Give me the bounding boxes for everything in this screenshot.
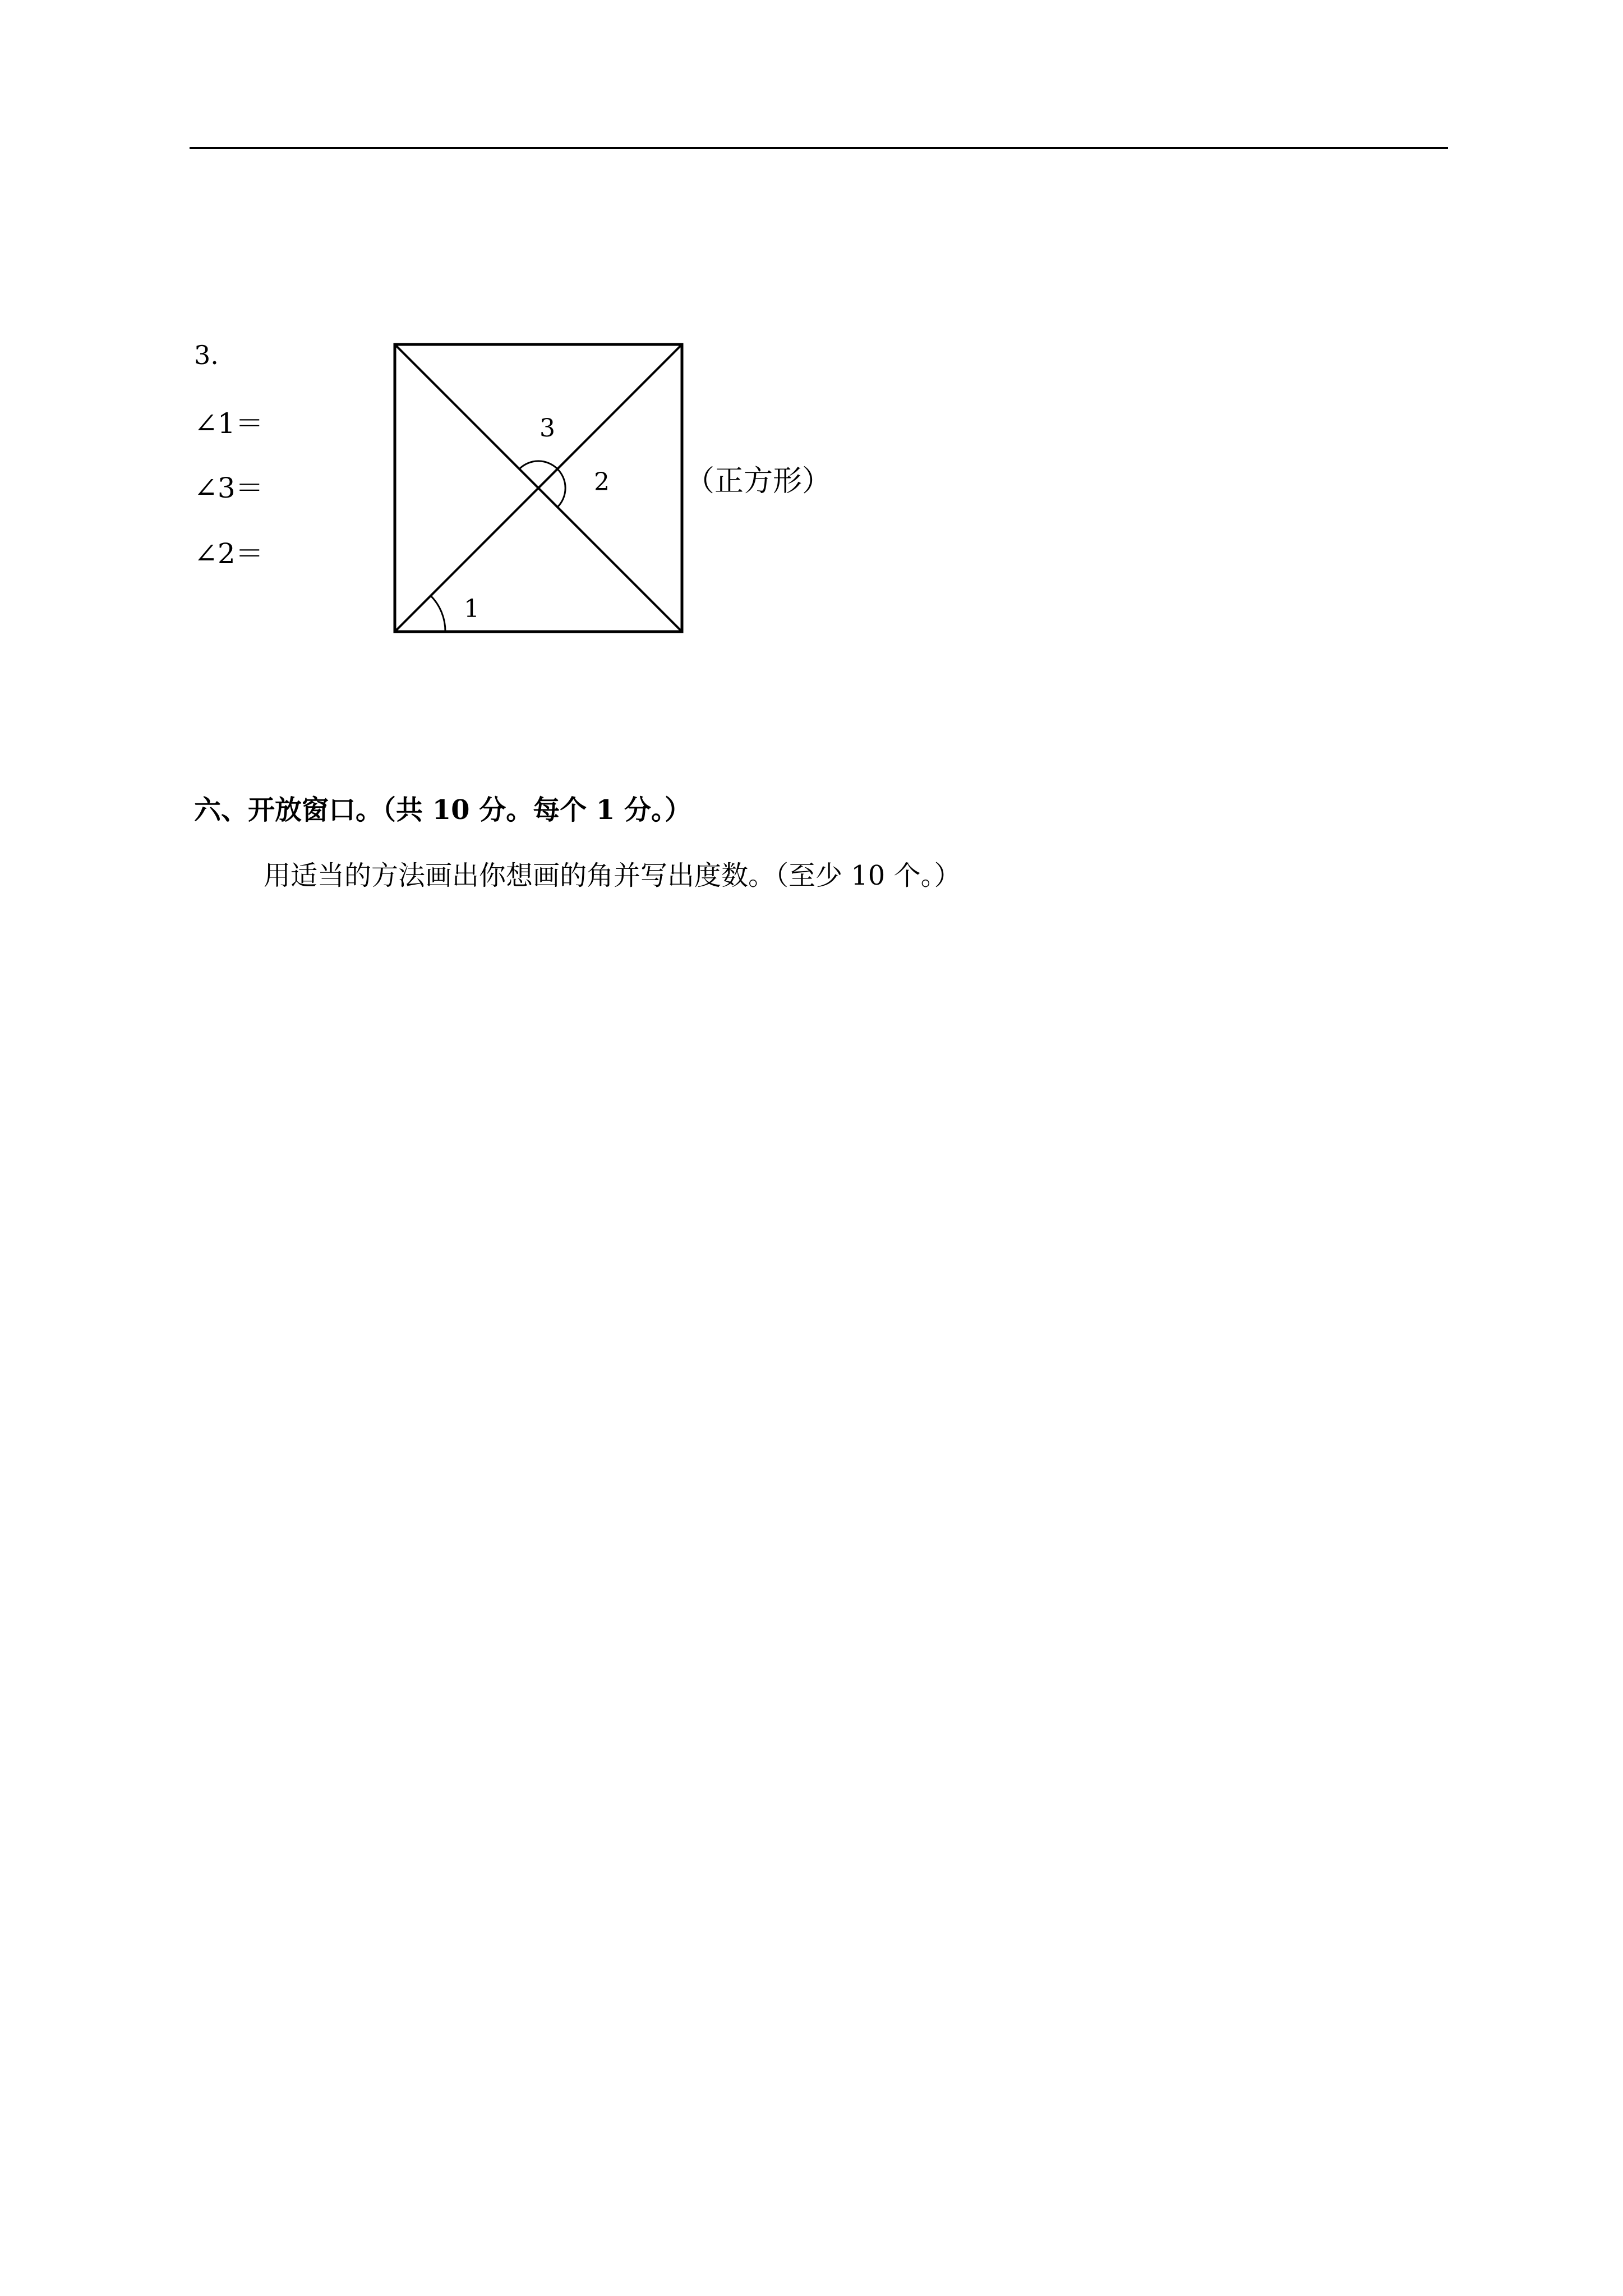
angle-1-answer-line: ∠1＝: [194, 407, 264, 440]
square-diagonals-figure: [387, 337, 690, 639]
header-rule: [190, 147, 1448, 149]
angle-1-label: 1: [464, 595, 479, 623]
angle-2-arc: [557, 469, 565, 507]
angle-3-answer-line: ∠3＝: [194, 472, 264, 504]
angle-3-label: 3: [540, 414, 555, 443]
section-6-instruction: 用适当的方法画出你想画的角并写出度数。（至少 10 个。）: [264, 860, 961, 891]
square-diagonals-svg: [387, 337, 690, 639]
angle-2-label: 2: [594, 468, 610, 496]
angle-2-answer-line: ∠2＝: [194, 537, 264, 570]
question-number: 3.: [194, 340, 219, 370]
angle-3-arc: [519, 461, 557, 469]
section-6-title: 六、开放窗口。（共 10 分。每个 1 分。）: [194, 794, 692, 826]
angle-1-arc: [431, 596, 445, 632]
figure-caption: （正方形）: [685, 464, 832, 498]
